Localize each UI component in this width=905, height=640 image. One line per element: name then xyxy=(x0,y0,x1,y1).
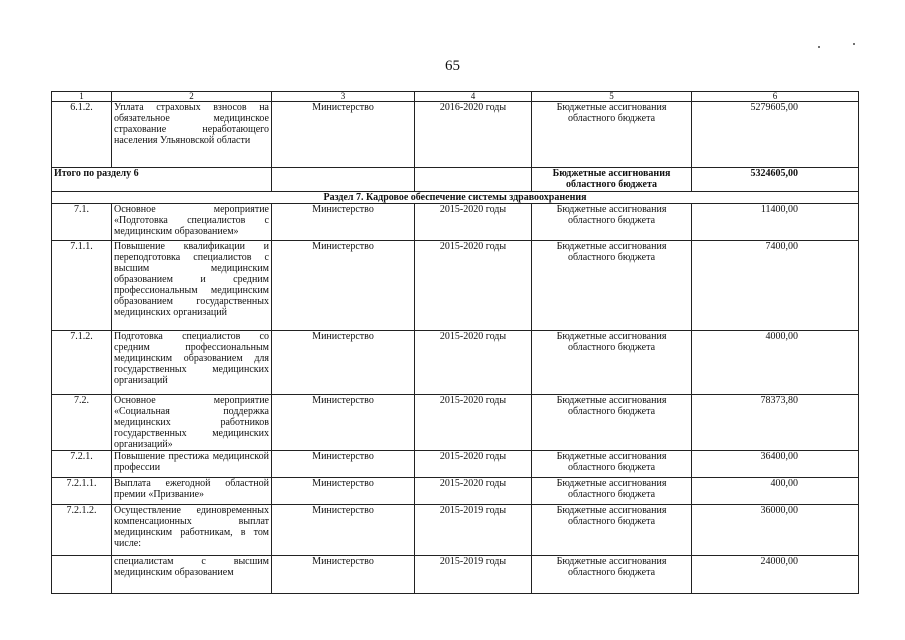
row-number: 7.1.2. xyxy=(52,331,112,395)
total-label: Итого по разделу 6 xyxy=(52,168,272,192)
scan-speck xyxy=(818,46,820,48)
row-number xyxy=(52,556,112,594)
row-executor: Министерство xyxy=(272,556,415,594)
table-row xyxy=(52,451,859,478)
header-cell: 3 xyxy=(272,92,415,102)
row-period: 2015-2020 годы xyxy=(415,478,532,505)
row-period: 2015-2020 годы xyxy=(415,331,532,395)
row-amount: 5279605,00 xyxy=(692,102,859,168)
row-executor: Министерство xyxy=(272,451,415,478)
empty-cell xyxy=(415,168,532,192)
row-number: 7.2. xyxy=(52,395,112,451)
row-executor: Министерство xyxy=(272,102,415,168)
section-heading: Раздел 7. Кадровое обеспечение системы здравоохранения xyxy=(52,192,859,204)
row-period: 2015-2020 годы xyxy=(415,204,532,241)
header-cell: 4 xyxy=(415,92,532,102)
row-description: специалистам с высшим медицинским образованием xyxy=(112,556,272,594)
row-description: Осуществление единовременных компенсационных выплат медицинским работникам, в том числе: xyxy=(112,505,272,556)
row-amount: 36000,00 xyxy=(692,505,859,556)
section-heading-row xyxy=(52,192,859,204)
page-number: 65 xyxy=(445,58,460,74)
row-amount: 4000,00 xyxy=(692,331,859,395)
row-source: Бюджетные ассигнования областного бюджета xyxy=(532,478,692,505)
row-number: 7.2.1.1. xyxy=(52,478,112,505)
table-row xyxy=(52,331,859,395)
row-description: Подготовка специалистов со средним профессиональным медицинским образованием для государственных медицинских организаций xyxy=(112,331,272,395)
row-source: Бюджетные ассигнования областного бюджета xyxy=(532,505,692,556)
row-source: Бюджетные ассигнования областного бюджета xyxy=(532,241,692,331)
row-source: Бюджетные ассигнования областного бюджета xyxy=(532,102,692,168)
table-row xyxy=(52,478,859,505)
row-executor: Министерство xyxy=(272,395,415,451)
program-table xyxy=(51,91,859,594)
table-row xyxy=(52,241,859,331)
header-cell: 2 xyxy=(112,92,272,102)
row-amount: 7400,00 xyxy=(692,241,859,331)
table-row xyxy=(52,204,859,241)
header-row xyxy=(52,92,859,102)
row-number: 7.1.1. xyxy=(52,241,112,331)
row-executor: Министерство xyxy=(272,505,415,556)
header-cell: 1 xyxy=(52,92,112,102)
row-period: 2016-2020 годы xyxy=(415,102,532,168)
row-description: Основное мероприятие «Социальная поддержка медицинских работников государственных медицинских организаций» xyxy=(112,395,272,451)
row-source: Бюджетные ассигнования областного бюджета xyxy=(532,556,692,594)
row-amount: 400,00 xyxy=(692,478,859,505)
row-amount: 24000,00 xyxy=(692,556,859,594)
total-amount: 5324605,00 xyxy=(692,168,859,192)
table-row xyxy=(52,395,859,451)
row-period: 2015-2020 годы xyxy=(415,395,532,451)
row-executor: Министерство xyxy=(272,241,415,331)
row-number: 7.1. xyxy=(52,204,112,241)
row-number: 6.1.2. xyxy=(52,102,112,168)
empty-cell xyxy=(272,168,415,192)
row-executor: Министерство xyxy=(272,204,415,241)
row-executor: Министерство xyxy=(272,331,415,395)
row-period: 2015-2019 годы xyxy=(415,556,532,594)
row-number: 7.2.1.2. xyxy=(52,505,112,556)
table-row xyxy=(52,102,859,168)
table-row xyxy=(52,505,859,556)
row-source: Бюджетные ассигнования областного бюджета xyxy=(532,395,692,451)
header-cell: 6 xyxy=(692,92,859,102)
row-number: 7.2.1. xyxy=(52,451,112,478)
row-description: Повышение престижа медицинской профессии xyxy=(112,451,272,478)
total-source: Бюджетные ассигнования областного бюджета xyxy=(532,168,692,192)
row-period: 2015-2020 годы xyxy=(415,451,532,478)
row-amount: 78373,80 xyxy=(692,395,859,451)
row-amount: 11400,00 xyxy=(692,204,859,241)
row-description: Основное мероприятие «Подготовка специалистов с медицинским образованием» xyxy=(112,204,272,241)
table-row xyxy=(52,556,859,594)
row-source: Бюджетные ассигнования областного бюджета xyxy=(532,451,692,478)
row-description: Выплата ежегодной областной премии «Призвание» xyxy=(112,478,272,505)
row-executor: Министерство xyxy=(272,478,415,505)
row-source: Бюджетные ассигнования областного бюджета xyxy=(532,331,692,395)
row-description: Повышение квалификации и переподготовка специалистов с высшим медицинским образованием и средним профессиональным медицинским образованием государственных медицинских организаций xyxy=(112,241,272,331)
row-source: Бюджетные ассигнования областного бюджета xyxy=(532,204,692,241)
scan-speck xyxy=(853,43,855,45)
total-row xyxy=(52,168,859,192)
row-period: 2015-2020 годы xyxy=(415,241,532,331)
row-period: 2015-2019 годы xyxy=(415,505,532,556)
row-amount: 36400,00 xyxy=(692,451,859,478)
row-description: Уплата страховых взносов на обязательное медицинское страхование неработающего населения Ульяновской области xyxy=(112,102,272,168)
header-cell: 5 xyxy=(532,92,692,102)
